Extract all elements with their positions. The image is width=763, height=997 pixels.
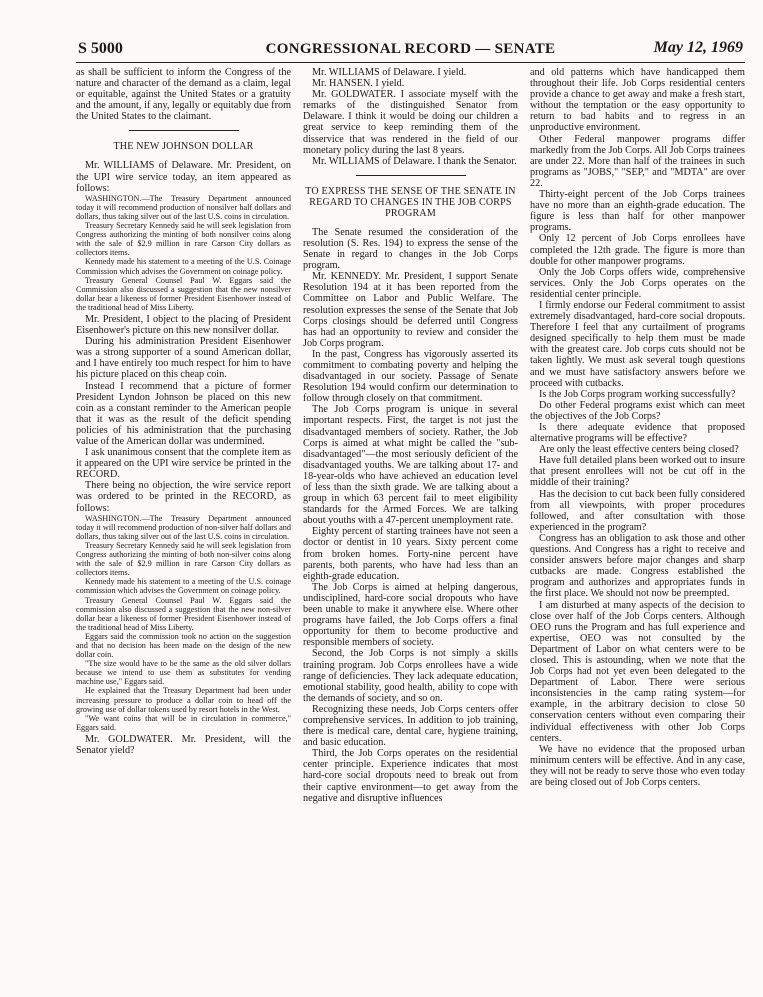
paragraph: There being no objection, the wire service report was ordered to be printed in the RECORD, as follows: <box>76 480 291 514</box>
paragraph: Only the Job Corps offers wide, comprehensive services. Only the Job Corps operates on the residential center principle. <box>530 266 745 300</box>
paragraph: The Job Corps program is unique in several important respects. First, the target is not just the disadvantaged members of society. Rather, the Job Corps is aimed at what might be called the "sub-disadvantaged"—the most seriously deficient of the disadvantaged youths. We are talking about 17- and 18-year-olds who have achieved an education level of less than the sixth grade. We are talking about a group in which 63 percent fail to meet eligibility standards for the Armed Forces. We are talking about youths with a 47-percent unemployment rate. <box>303 404 518 527</box>
paragraph: The Job Corps is aimed at helping dangerous, undisciplined, hard-core social dropouts who have been unable to make it anywhere else. Where other programs have failed, the Job Corps offers a final opportunity for them to become productive and responsible members of society. <box>303 581 518 649</box>
quoted-paragraph: "We want coins that will be in circulation in commerce," Eggars said. <box>76 713 291 732</box>
divider <box>356 175 466 176</box>
divider <box>129 130 239 131</box>
quoted-paragraph: Treasury Secretary Kennedy said he will seek legislation from Congress authorizing the minting of both non-silver coins along with the sale of $2.9 million in rare Carson City dollars as collectors items. <box>76 540 291 578</box>
quoted-paragraph: Eggars said the commission took no action on the suggestion and that no decision has been made on the design of the new dollar coin. <box>76 631 291 660</box>
section-heading: TO EXPRESS THE SENSE OF THE SENATE IN REGARD TO CHANGES IN THE JOB CORPS PROGRAM <box>305 185 516 219</box>
quoted-paragraph: WASHINGTON.—The Treasury Department announced today it will recommend production of non-silver half dollars and dollars, thus taking silver out of the last U.S. coins in circulation. <box>76 513 291 541</box>
paragraph: Mr. WILLIAMS of Delaware. I yield. <box>312 67 467 78</box>
paragraph: Mr. KENNEDY. Mr. President, I support Senate Resolution 194 at it has been reported from the Committee on Labor and Public Welfare. The resolution expresses the sense of the Senate that Job Corps closings should be deferred until Congress has had an opportunity to review and consider the Job Corps program. <box>303 271 518 349</box>
paragraph: Have full detailed plans been worked out to insure that present enrollees will not be cut off in the middle of their training? <box>530 455 745 489</box>
paragraph: Recognizing these needs, Job Corps centers offer comprehensive services. In addition to job training, there is medical care, dental care, hygiene training, and basic education. <box>303 703 518 749</box>
paragraph: I ask unanimous consent that the complete item as it appeared on the UPI wire service be printed in the RECORD. <box>76 447 291 481</box>
paragraph: and old patterns which have handicapped them throughout their life. Job Corps residential centers provide a chance to get away and make a fresh start, without the temptation or the easy opportunity to return to bad habits and to regress in an unproductive environment. <box>530 67 745 134</box>
paragraph: Other Federal manpower programs differ markedly from the Job Corps. All Job Corps trainees are under 22. More than half of the trainees in such programs as "JOBS," "SEP," and "MDTA" are over 22. <box>530 133 745 189</box>
paragraph: Are only the least effective centers being closed? <box>539 444 739 456</box>
columns <box>76 67 745 997</box>
paragraph: Mr. HANSEN. I yield. <box>312 78 405 90</box>
paragraph: Eighty percent of starting trainees have not seen a doctor or dentist in 10 years. Sixty percent come from broken homes. Forty-nine percent have parents, both parents, who have had less than an eighth-grade education. <box>303 526 518 582</box>
paragraph: The Senate resumed the consideration of the resolution (S. Res. 194) to express the sense of the Senate in regard to changes in the Job Corps program. <box>303 226 518 272</box>
quoted-paragraph: Treasury General Counsel Paul W. Eggars said the commission also discussed a suggestion that the new non-silver dollar bear a likeness of former President Eisenhower instead of the traditional head of Miss Liberty. <box>76 595 291 632</box>
paragraph: Second, the Job Corps is not simply a skills training program. Job Corps enrollees have a wide range of deficiencies. They lack adequate education, emotional stability, good health, ability to cope with the demands of society, and so on. <box>303 648 518 704</box>
publication-date: May 12, 1969 <box>653 39 743 56</box>
paragraph: Do other Federal programs exist which can meet the objectives of the Job Corps? <box>530 399 745 422</box>
paragraph: Is the Job Corps program working successfully? <box>539 388 736 400</box>
paragraph: Mr. GOLDWATER. Mr. President, will the Senator yield? <box>76 733 291 756</box>
paragraph: We have no evidence that the proposed urban minimum centers will be effective. And in any case, they will not be ready to serve those who even today are being closed out of Job Corps centers. <box>530 743 745 788</box>
quoted-paragraph: Kennedy made his statement to a meeting of the U.S. coinage commission which advises the Government on coinage policy. <box>76 577 291 596</box>
section-heading: THE NEW JOHNSON DOLLAR <box>113 141 254 153</box>
paragraph: Mr. WILLIAMS of Delaware. Mr. President, on the UPI wire service today, an item appeared as follows: <box>76 160 291 194</box>
paragraph: In the past, Congress has vigorously asserted its commitment to combating poverty and helping the disadvantaged in our society. Passage of Senate Resolution 194 would confirm our determination to follow through closely on that commitment. <box>303 348 518 405</box>
column-3 <box>530 67 745 997</box>
quoted-paragraph: Treasury Secretary Kennedy said he will seek legislation from Congress authorizing the minting of both nonsilver coins along with the sale of $2.9 million in rare Carson City dollars as collectors items. <box>76 221 291 258</box>
paragraph: Mr. WILLIAMS of Delaware. I thank the Senator. <box>312 155 517 167</box>
paragraph: Mr. President, I object to the placing of President Eisenhower's picture on this new nonsilver dollar. <box>76 313 291 337</box>
quoted-paragraph: WASHINGTON.—The Treasury Department announced today it will recommend production of nonsilver half dollars and dollars, thus taking silver out of the last U.S. coins in circulation. <box>76 193 291 221</box>
page-header <box>76 36 745 63</box>
paragraph: as shall be sufficient to inform the Congress of the nature and character of the demand as a claim, legal or equitable, against the United States or a gratuity and the amount, if any, legally or equitably due from the United States to the claimant. <box>76 67 291 123</box>
publication-title: CONGRESSIONAL RECORD — SENATE <box>265 41 556 57</box>
column-2 <box>303 67 518 997</box>
paragraph: Mr. GOLDWATER. I associate myself with the remarks of the distinguished Senator from Delaware. I think it would be doing our children a great service to keep reminding them of the disservice that was rendered in the field of our monetary policy during the last 8 years. <box>303 89 518 156</box>
quoted-paragraph: Treasury General Counsel Paul W. Eggars said the Commission also discussed a suggestion that the new nonsilver dollar bear a likeness of former President Eisenhower instead of the traditional head of Miss Liberty. <box>76 275 291 312</box>
page-number: S 5000 <box>78 40 123 57</box>
paragraph: Third, the Job Corps operates on the residential center principle. Experience indicates that most hard-core social dropouts need to break out from their captive environment—to get away from the negative and disruptive influences <box>303 748 518 804</box>
paragraph: Thirty-eight percent of the Job Corps trainees have no more than an eighth-grade education. The figure is less than half for other manpower programs. <box>530 189 745 234</box>
paragraph: Has the decision to cut back been fully considered from all viewpoints, with proper procedures followed, and after consultation with those experienced in the program? <box>530 488 745 533</box>
quoted-paragraph: He explained that the Treasury Department had been under increasing pressure to produce a dollar coin to head off the growing use of dollar tokens used by resort hotels in the West. <box>76 686 291 714</box>
paragraph: I am disturbed at many aspects of the decision to close over half of the Job Corps centers. Although OEO runs the Program and has full experience and expertise, OEO was not consulted by the Department of Labor on what centers were to be closed. This is astounding, when we note that the Job Corps had not yet even been delegated to the Department of Labor. There were serious inconsistencies in the camp rating system—for example, in the arbitrary decision to close 50 conservation centers without even comparing their individual effectiveness with other Job Corps centers. <box>530 599 745 744</box>
quoted-paragraph: Kennedy made his statement to a meeting of the U.S. Coinage Commission which advises the Government on coinage policy. <box>76 257 291 276</box>
paragraph: Only 12 percent of Job Corps enrollees have completed the 12th grade. The figure is more than double for other manpower programs. <box>530 233 745 267</box>
quoted-paragraph: "The size would have to be the same as the old silver dollars because we intend to use them as substitutes for vending machine use," Eggars said. <box>76 659 291 687</box>
paragraph: Instead I recommend that a picture of former President Lyndon Johnson be placed on this new coin as a constant reminder to the American people that it was as the result of the deficit spending policies of his administration that the purchasing value of the American dollar was undermined. <box>76 380 291 447</box>
paragraph: Congress has an obligation to ask those and other questions. And Congress has a right to receive and consider answers before major changes and sharp cutbacks are made. Congress established the program and authorizes and appropriates funds in the first place. We should not now be preempted. <box>530 532 745 600</box>
paragraph: I firmly endorse our Federal commitment to assist extremely disadvantaged, hard-core social dropouts. Therefore I feel that any curtailment of programs designed specifically to help them must be made with the greatest care. Job corps cuts should not be taken lightly. We must ask several tough questions and we must have satisfactory answers before we proceed with cutbacks. <box>530 299 745 389</box>
column-1 <box>76 67 291 997</box>
paragraph: During his administration President Eisenhower was a strong supporter of a sound American dollar, and I have entirely too much respect for him to have his picture placed on this cheap coin. <box>76 336 291 381</box>
paragraph: Is there adequate evidence that proposed alternative programs will be effective? <box>530 422 745 445</box>
